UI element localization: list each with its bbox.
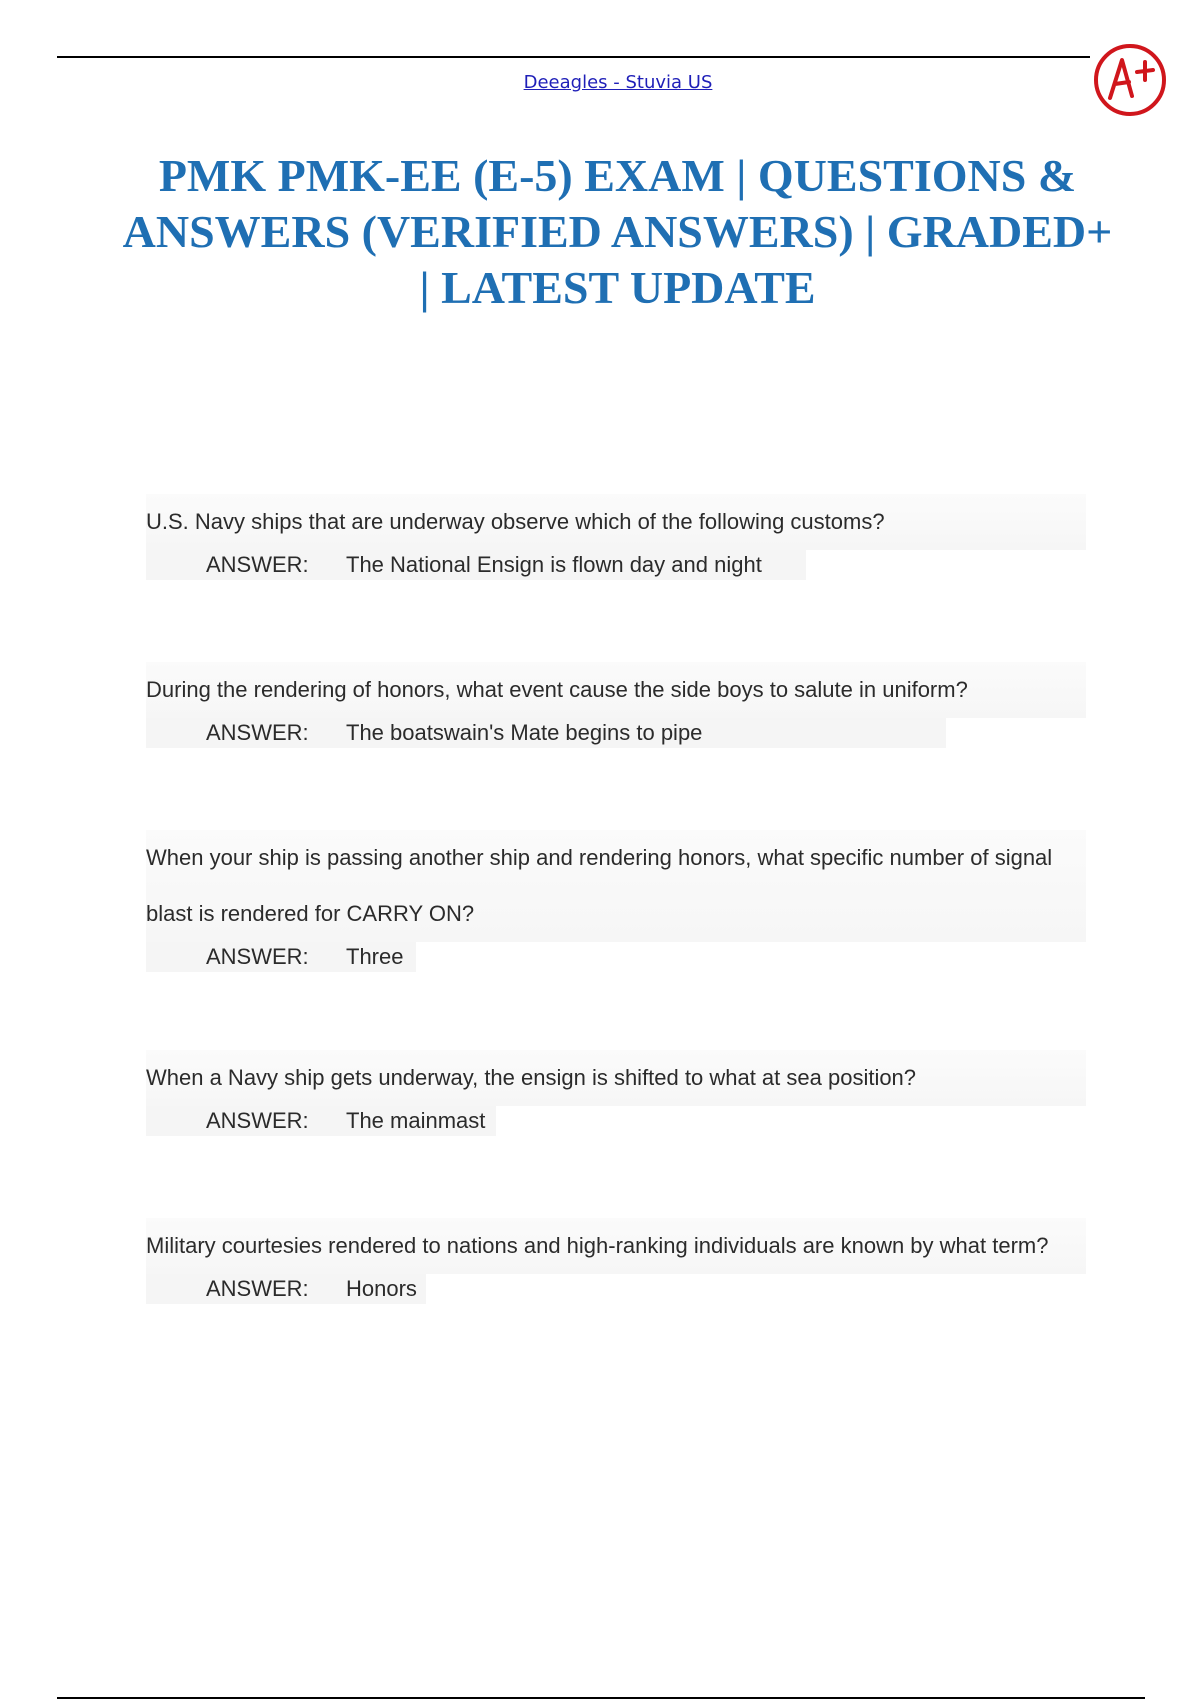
answer-row (146, 550, 806, 580)
qa-item (146, 1218, 1086, 1304)
question-text: When your ship is passing another ship and rendering honors, what specific number of signal blast is rendered for CARRY ON? (146, 830, 1086, 942)
header-rule (57, 56, 1090, 58)
answer-row (146, 1106, 496, 1136)
answer-text: Three (346, 944, 404, 969)
answer-label: ANSWER: (206, 1108, 309, 1133)
document-title: PMK PMK-EE (E-5) EXAM | QUESTIONS & ANSWERS (VERIFIED ANSWERS) | GRADED+ | LATEST UPDATE (122, 150, 1113, 313)
question-text: U.S. Navy ships that are underway observe which of the following customs? (146, 494, 1086, 550)
qa-item (146, 830, 1086, 972)
answer-row (146, 718, 946, 748)
qa-item (146, 662, 1086, 748)
answer-label: ANSWER: (206, 552, 309, 577)
question-text: Military courtesies rendered to nations and high-ranking individuals are known by what term? (146, 1218, 1086, 1274)
answer-label: ANSWER: (206, 944, 309, 969)
answer-text: The boatswain's Mate begins to pipe (346, 720, 703, 745)
answer-text: Honors (346, 1276, 417, 1301)
qa-item (146, 1050, 1086, 1136)
answer-label: ANSWER: (206, 1276, 309, 1301)
answer-label: ANSWER: (206, 720, 309, 745)
seller-link[interactable]: Deeagles - Stuvia US (523, 72, 713, 93)
qa-item (146, 494, 1086, 580)
answer-text: The mainmast (346, 1108, 486, 1133)
grade-badge-icon (1090, 40, 1170, 120)
footer-rule (57, 1697, 1145, 1699)
question-text: During the rendering of honors, what event cause the side boys to salute in uniform? (146, 662, 1086, 718)
answer-row (146, 1274, 426, 1304)
answer-row (146, 942, 416, 972)
question-text: When a Navy ship gets underway, the ensign is shifted to what at sea position? (146, 1050, 1086, 1106)
answer-text: The National Ensign is flown day and night (346, 552, 762, 577)
